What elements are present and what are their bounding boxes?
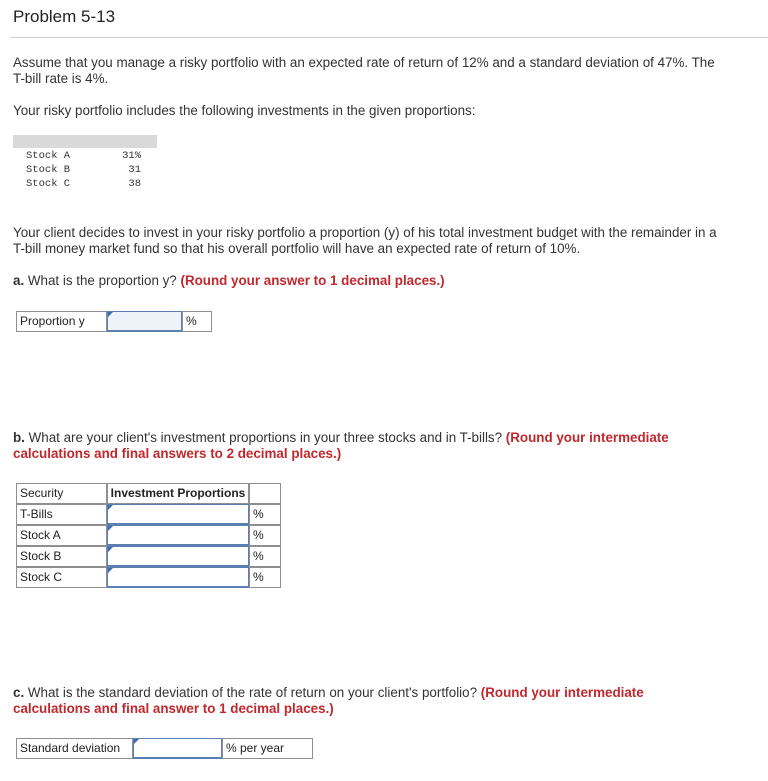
question-b-text: What are your client's investment proportions in your three stocks and in T-bills? [24, 430, 503, 445]
intro-portfolio-text: Your risky portfolio includes the following investments in the given proportions: [13, 103, 476, 118]
input-flag-icon [108, 526, 113, 531]
question-a-letter: a. [13, 273, 25, 288]
intro-text-line-1: Assume that you manage a risky portfolio with an expected rate of return of 12% and a standard deviation of 47%. The [13, 55, 715, 70]
input-flag-icon [108, 312, 113, 317]
question-a [13, 273, 445, 289]
client-text-line-1: Your client decides to invest in your risky portfolio a proportion (y) of his total investment budget with the remainder in a [13, 225, 717, 240]
problem-title: Problem 5-13 [13, 7, 116, 26]
stock-c-proportion-input[interactable] [107, 567, 249, 588]
input-flag-icon [134, 739, 139, 744]
proportion-y-unit: % [182, 311, 212, 332]
holdings-row [26, 163, 157, 177]
input-flag-icon [108, 568, 113, 573]
standard-deviation-input[interactable] [133, 738, 222, 759]
intro-text-line-2: T-bill rate is 4%. [13, 71, 109, 86]
proportion-y-input[interactable] [107, 311, 182, 332]
header-investment-proportions: Investment Proportions [107, 483, 249, 504]
header-unit [249, 483, 281, 504]
holding-value: 31% [122, 150, 141, 162]
security-tbills: T-Bills [16, 504, 107, 525]
holdings-table-header [13, 135, 157, 148]
question-b-letter: b. [13, 430, 25, 445]
stock-a-proportion-input[interactable] [107, 525, 249, 546]
security-stock-a: Stock A [16, 525, 107, 546]
question-c-line-1 [13, 685, 644, 701]
stock-b-proportion-input[interactable] [107, 546, 249, 567]
stock-c-unit: % [249, 567, 281, 588]
question-b-note-1: (Round your intermediate [502, 430, 669, 445]
holding-name: Stock A [26, 150, 71, 162]
holdings-row [26, 177, 157, 191]
holding-value: 31 [128, 164, 141, 176]
tbills-proportion-input[interactable] [107, 504, 249, 525]
input-flag-icon [108, 547, 113, 552]
standard-deviation-unit: % per year [222, 738, 313, 759]
question-a-note: (Round your answer to 1 decimal places.) [176, 273, 445, 288]
holding-value: 38 [128, 178, 141, 190]
stock-a-unit: % [249, 525, 281, 546]
title-divider [10, 37, 768, 38]
proportion-y-label: Proportion y [16, 311, 107, 332]
question-c-letter: c. [13, 685, 25, 700]
client-text-line-2: T-bill money market fund so that his overall portfolio will have an expected rate of return of 10%. [13, 241, 581, 256]
holdings-table [13, 135, 157, 191]
input-flag-icon [108, 505, 113, 510]
security-stock-b: Stock B [16, 546, 107, 567]
standard-deviation-label: Standard deviation [16, 738, 133, 759]
question-a-text: What is the proportion y? [24, 273, 177, 288]
question-b-note-2: calculations and final answers to 2 decimal places.) [13, 446, 342, 461]
question-c-note-1: (Round your intermediate [477, 685, 644, 700]
holding-name: Stock C [26, 178, 71, 190]
question-b-line-1 [13, 430, 669, 446]
header-security: Security [16, 483, 107, 504]
tbills-unit: % [249, 504, 281, 525]
security-stock-c: Stock C [16, 567, 107, 588]
question-c-note-2: calculations and final answer to 1 decimal places.) [13, 701, 334, 716]
holding-name: Stock B [26, 164, 71, 176]
stock-b-unit: % [249, 546, 281, 567]
holdings-row [26, 149, 157, 163]
question-c-text: What is the standard deviation of the rate of return on your client's portfolio? [24, 685, 478, 700]
